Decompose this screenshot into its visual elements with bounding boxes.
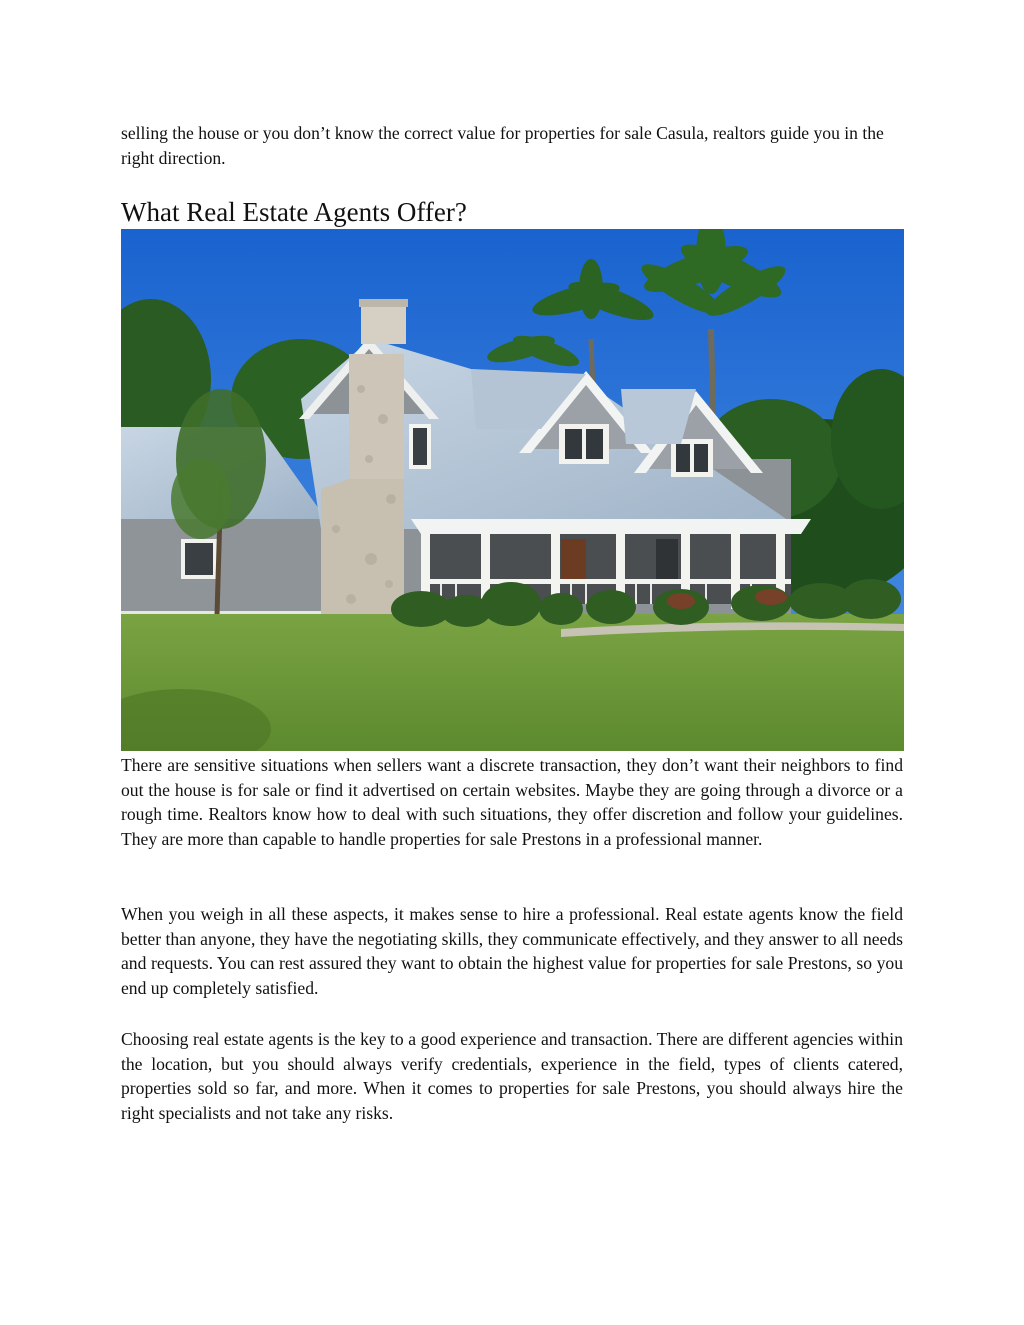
section-heading: What Real Estate Agents Offer?: [121, 197, 467, 227]
house-with-lawn-photo: [121, 229, 904, 751]
body-paragraph: There are sensitive situations when sellers want a discrete transaction, they don’t want their neighbors to find out the house is for sale or find it advertised on certain websites. Maybe they are going through a divorce or a rough time. Realtors know how to deal with such situations, they offer discretion and follow your guidelines. They are more than capable to handle properties for sale Prestons in a professional manner.: [121, 755, 903, 849]
body-paragraph: Choosing real estate agents is the key to a good experience and transaction. There are different agencies within the location, but you should always verify credentials, experience in the field, types of clients catered, properties sold so far, and more. When it comes to properties for sale Prestons, you should always hire the right specialists and not take any risks.: [121, 1029, 903, 1123]
body-paragraph: When you weigh in all these aspects, it makes sense to hire a professional. Real estate agents know the field better than anyone, they have the negotiating skills, they communicate effectively, and they answer to all needs and requests. You can rest assured they want to obtain the highest value for properties for sale Prestons, so you end up completely satisfied.: [121, 904, 903, 998]
intro-paragraph: selling the house or you don’t know the correct value for properties for sale Casula, realtors guide you in the right direction.: [121, 123, 884, 168]
